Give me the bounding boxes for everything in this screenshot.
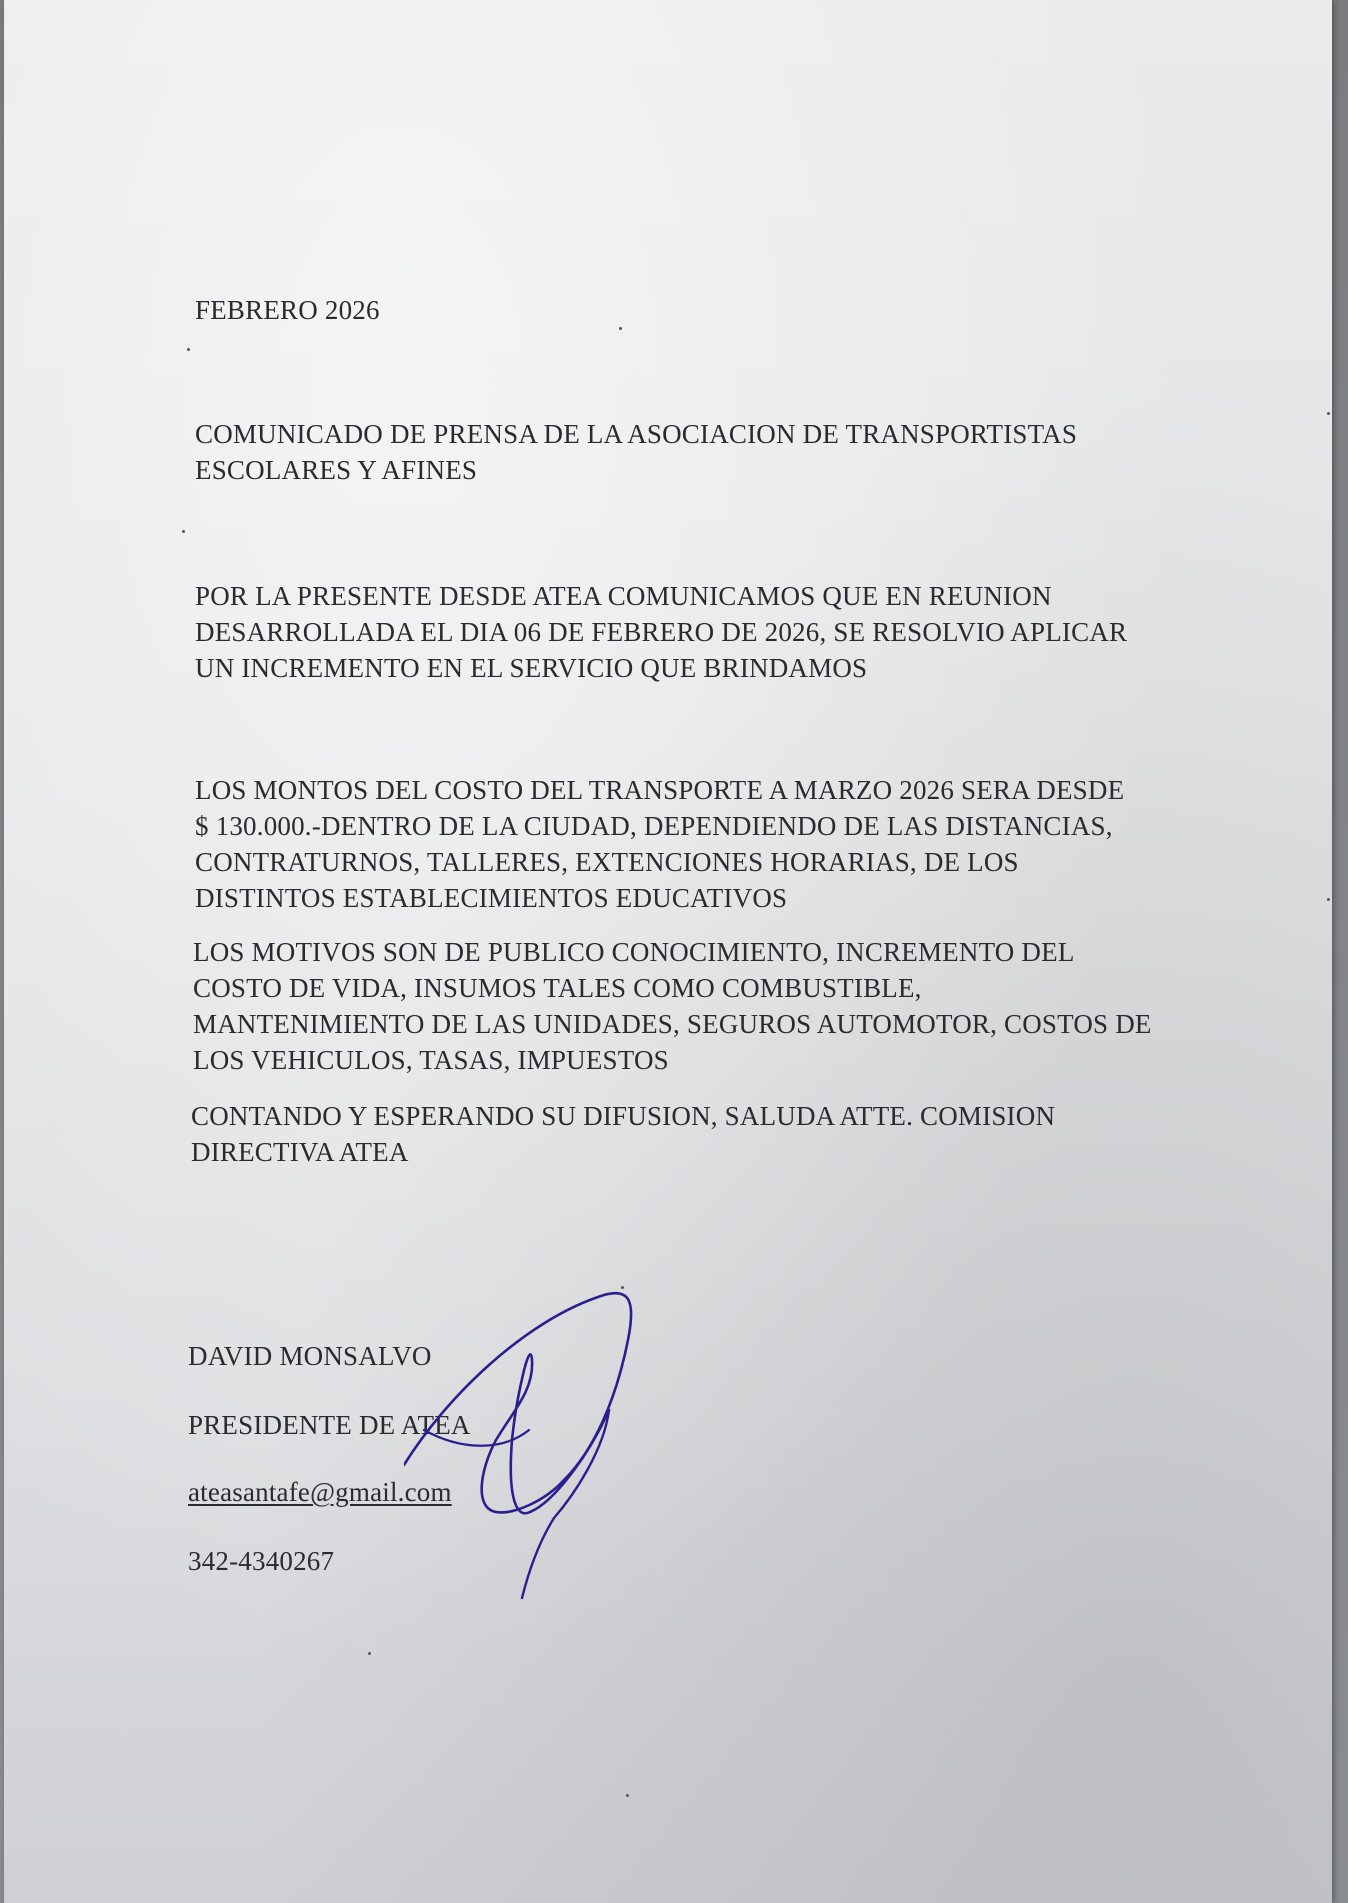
paper-speck xyxy=(182,530,185,533)
signatory-phone: 342-4340267 xyxy=(188,1546,335,1576)
paper-speck xyxy=(1327,898,1330,901)
signatory-role: PRESIDENTE DE ATEA xyxy=(188,1410,471,1440)
paragraph-announcement: POR LA PRESENTE DESDE ATEA COMUNICAMOS QUE EN REUNION DESARROLLADA EL DIA 06 DE FEBRERO DE 2026, SE RESOLVIO APLICAR UN INCREMENTO EN EL SERVICIO QUE BRINDAMOS xyxy=(195,581,1128,683)
paper-speck xyxy=(368,1652,371,1655)
paper-speck xyxy=(619,327,622,330)
signatory-email: ateasantafe@gmail.com xyxy=(188,1477,452,1507)
paper-speck xyxy=(1327,412,1330,415)
paragraph-reasons: LOS MOTIVOS SON DE PUBLICO CONOCIMIENTO, INCREMENTO DEL COSTO DE VIDA, INSUMOS TALES COMO COMBUSTIBLE, MANTENIMIENTO DE LAS UNIDADES, SEGUROS AUTOMOTOR, COSTOS DE LOS VEHICULOS, TASAS, IMPUESTOS xyxy=(193,937,1152,1075)
paper-speck xyxy=(187,348,190,351)
paragraph-pricing: LOS MONTOS DEL COSTO DEL TRANSPORTE A MARZO 2026 SERA DESDE $ 130.000.-DENTRO DE LA CIUDAD, DEPENDIENDO DE LAS DISTANCIAS, CONTRATURNOS, TALLERES, EXTENCIONES HORARIAS, DE LOS DISTINTOS ESTABLECIMIENTOS EDUCATIVOS xyxy=(195,775,1125,913)
paper-speck xyxy=(621,1286,624,1289)
document-title: COMUNICADO DE PRENSA DE LA ASOCIACION DE TRANSPORTISTAS ESCOLARES Y AFINES xyxy=(195,419,1078,485)
paragraph-closing: CONTANDO Y ESPERANDO SU DIFUSION, SALUDA ATTE. COMISION DIRECTIVA ATEA xyxy=(191,1101,1056,1167)
signatory-name: DAVID MONSALVO xyxy=(188,1341,432,1371)
handwritten-signature-icon xyxy=(404,1280,664,1610)
paper-speck xyxy=(626,1794,629,1797)
signature-stroke-tail xyxy=(522,1410,609,1598)
paper-sheet xyxy=(4,0,1332,1903)
document-date: FEBRERO 2026 xyxy=(195,295,380,325)
